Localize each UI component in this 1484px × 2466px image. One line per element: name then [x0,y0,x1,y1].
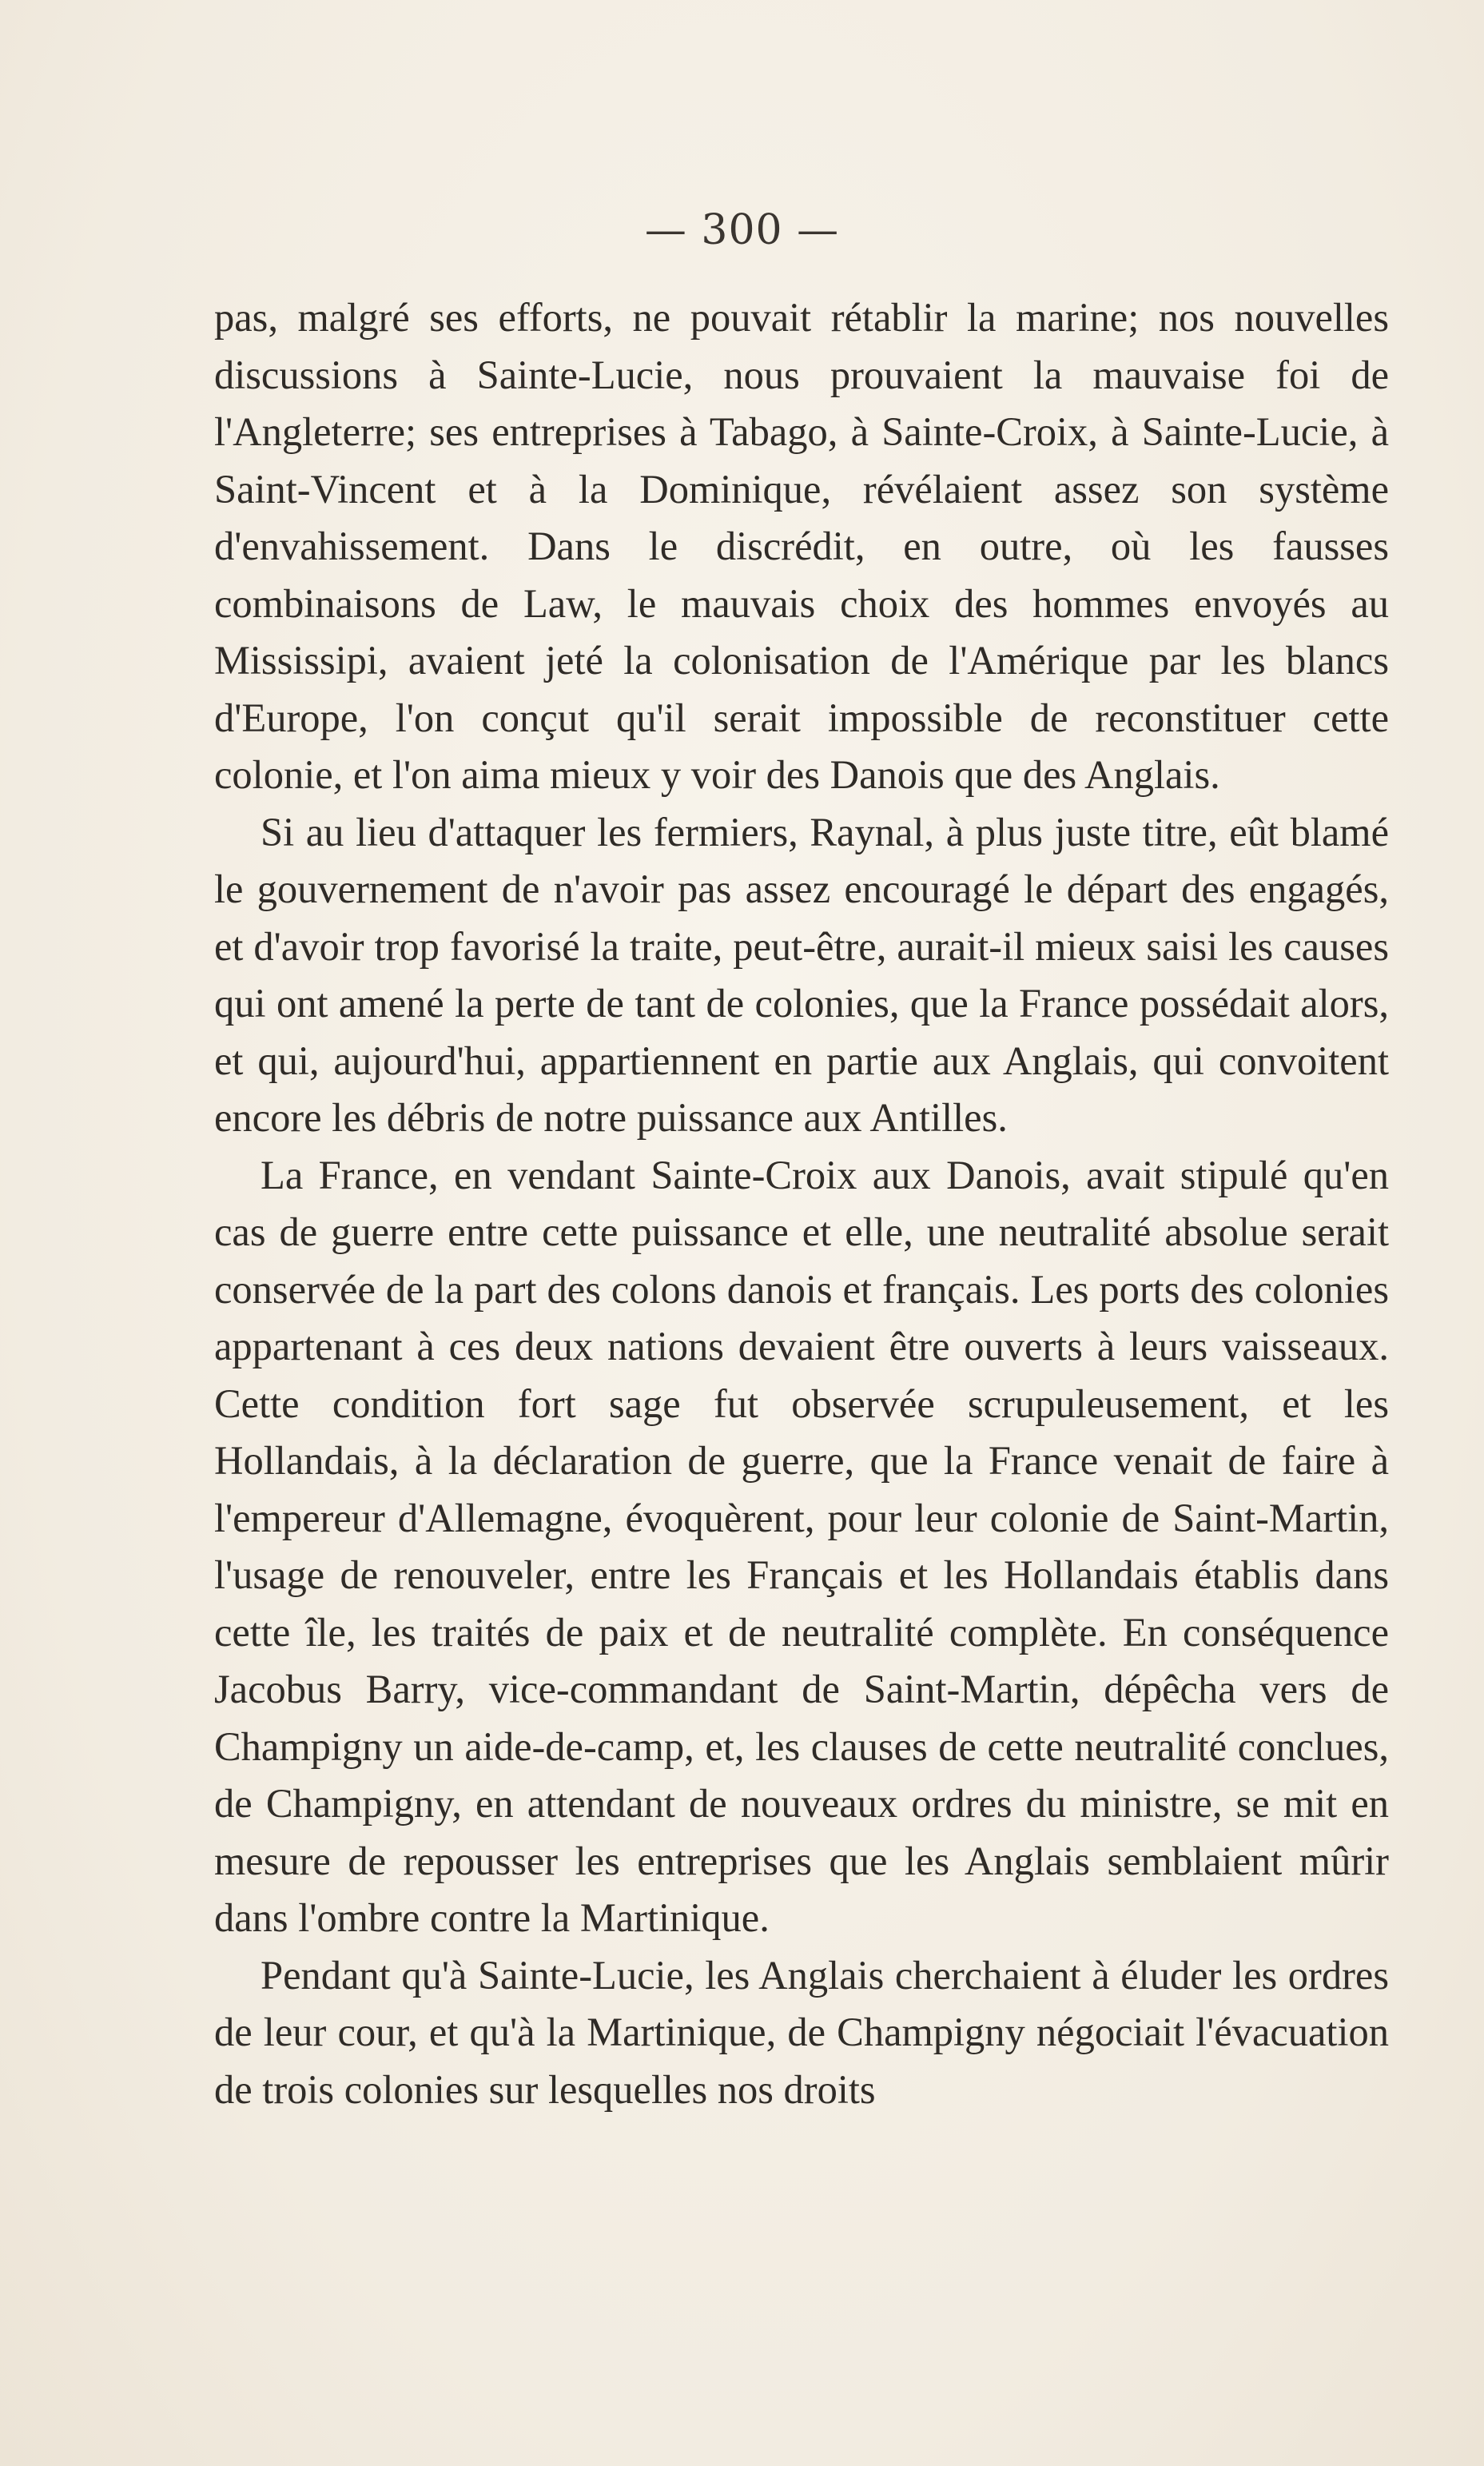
paragraph-raynal: Si au lieu d'attaquer les fermiers, Raynal, à plus juste titre, eût blamé le gouvernement de n'avoir pas assez encouragé le départ des engagés, et d'avoir trop favorisé la traite, peut-être, aurait-il mieux saisi les causes qui ont amené la perte de tant de colonies, que la France possédait alors, et qui, aujourd'hui, appartiennent en partie aux Anglais, qui convoitent encore les débris de notre puissance aux Antilles. [214,809,1389,1140]
body-text [214,289,1389,2118]
paragraph-sainte-croix: La France, en vendant Sainte-Croix aux Danois, avait stipulé qu'en cas de guerre entre cette puissance et elle, une neutralité absolue serait conservée de la part des colons danois et français. Les ports des colonies appartenant à ces deux nations devaient être ouverts à leurs vaisseaux. Cette condition fort sage fut observée scrupuleusement, et les Hollandais, à la déclaration de guerre, que la France venait de faire à l'empereur d'Allemagne, évoquèrent, pour leur colonie de Saint-Martin, l'usage de renouveler, entre les Français et les Hollandais établis dans cette île, les traités de paix et de neutralité complète. En conséquence Jacobus Barry, vice-commandant de Saint-Martin, dépêcha vers de Champigny un aide-de-camp, et, les clauses de cette neutralité conclues, de Champigny, en attendant de nouveaux ordres du ministre, se mit en mesure de repousser les entreprises que les Anglais semblaient mûrir dans l'ombre contre la Martinique. [214,1152,1389,1940]
paragraph-continuation: pas, malgré ses efforts, ne pouvait rétablir la marine; nos nouvelles discussions à Sainte-Lucie, nous prouvaient la mauvaise foi de l'Angleterre; ses entreprises à Tabago, à Sainte-Croix, à Sainte-Lucie, à Saint-Vincent et à la Dominique, révélaient assez son système d'envahissement. Dans le discrédit, en outre, où les fausses combinaisons de Law, le mauvais choix des hommes envoyés au Mississipi, avaient jeté la colonisation de l'Amérique par les blancs d'Europe, l'on conçut qu'il serait impossible de reconstituer cette colonie, et l'on aima mieux y voir des Danois que des Anglais. [214,295,1389,797]
page-number: — 300 — [644,206,840,254]
paragraph-sainte-lucie: Pendant qu'à Sainte-Lucie, les Anglais cherchaient à éluder les ordres de leur cour, et qu'à la Martinique, de Champigny négociait l'évacuation de trois colonies sur lesquelles nos droits [214,1952,1389,2112]
